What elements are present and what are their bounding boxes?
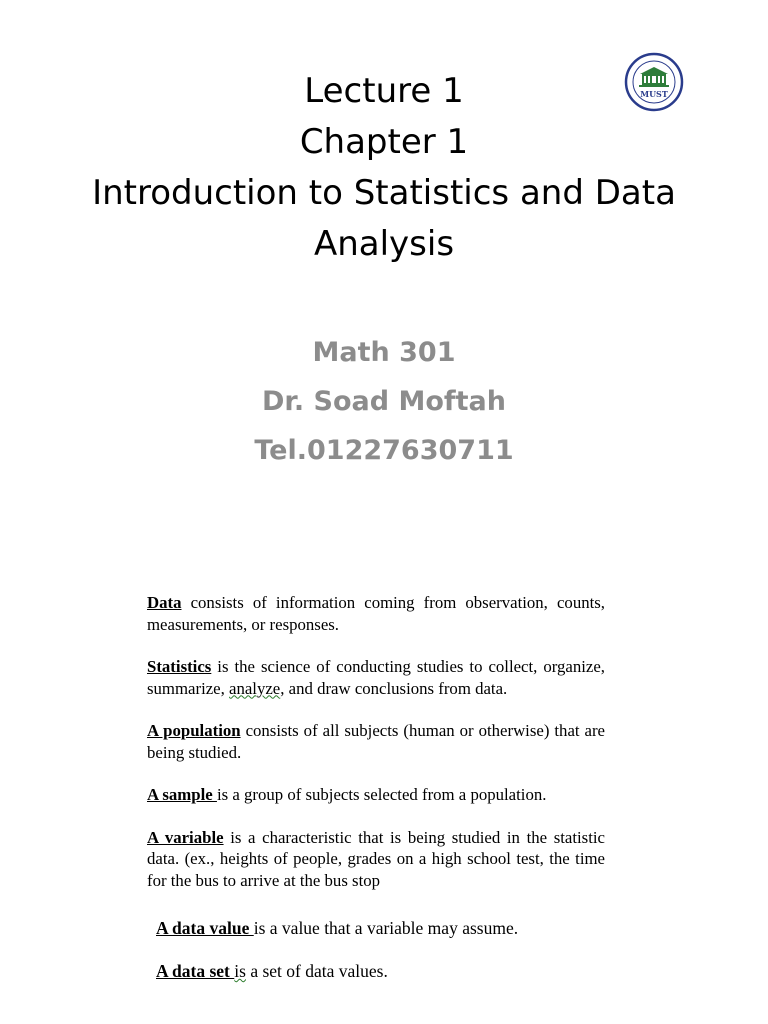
course-code: Math 301 (312, 337, 456, 368)
definition-text: , and draw conclusions from data. (280, 678, 508, 698)
definition-sample (147, 784, 605, 806)
definition-text: consists of all subjects (human or otherwise) that are being studied. (147, 721, 605, 762)
definition-statistics (147, 656, 605, 699)
phone-number: Tel.01227630711 (254, 435, 514, 466)
slide-subtitle (40, 328, 728, 475)
definition-data-set (156, 960, 626, 982)
definition-text: consists of information coming from observation, counts, measurements, or responses. (147, 593, 605, 634)
slide-title (40, 66, 728, 270)
title-line-2: Chapter 1 (299, 122, 469, 162)
spellcheck-word: analyze (229, 678, 281, 698)
term-data-set: A data set (156, 961, 235, 981)
spellcheck-word: is (234, 961, 246, 981)
logo-text: MUST (640, 89, 668, 99)
definition-population (147, 720, 605, 763)
instructor-name: Dr. Soad Moftah (262, 386, 506, 417)
definition-text: is a characteristic that is being studied in the statistic data. (ex., heights of people, grades on a high school test, the time for the bus to arrive at the bus stop (147, 827, 605, 890)
title-line-1: Lecture 1 (304, 71, 464, 111)
definition-text: a set of data values. (245, 961, 388, 981)
term-population: A population (147, 721, 241, 740)
definitions-clip (147, 592, 605, 891)
definition-text: is the science of conducting studies to collect, organize, summarize, (147, 657, 605, 698)
term-sample: A sample (147, 785, 217, 804)
term-data-value: A data value (156, 918, 254, 938)
definition-data-value (156, 917, 626, 939)
term-data: Data (147, 593, 182, 612)
definition-data (147, 592, 605, 635)
definition-text: is a value that a variable may assume. (253, 918, 519, 938)
definitions-box (147, 592, 605, 891)
term-variable: A variable (147, 827, 224, 847)
title-line-3: Introduction to Statistics and Data (92, 173, 676, 213)
title-line-4: Analysis (313, 224, 455, 264)
definition-variable (147, 827, 605, 892)
definition-text: is a group of subjects selected from a population. (216, 785, 547, 804)
term-statistics: Statistics (147, 657, 212, 676)
